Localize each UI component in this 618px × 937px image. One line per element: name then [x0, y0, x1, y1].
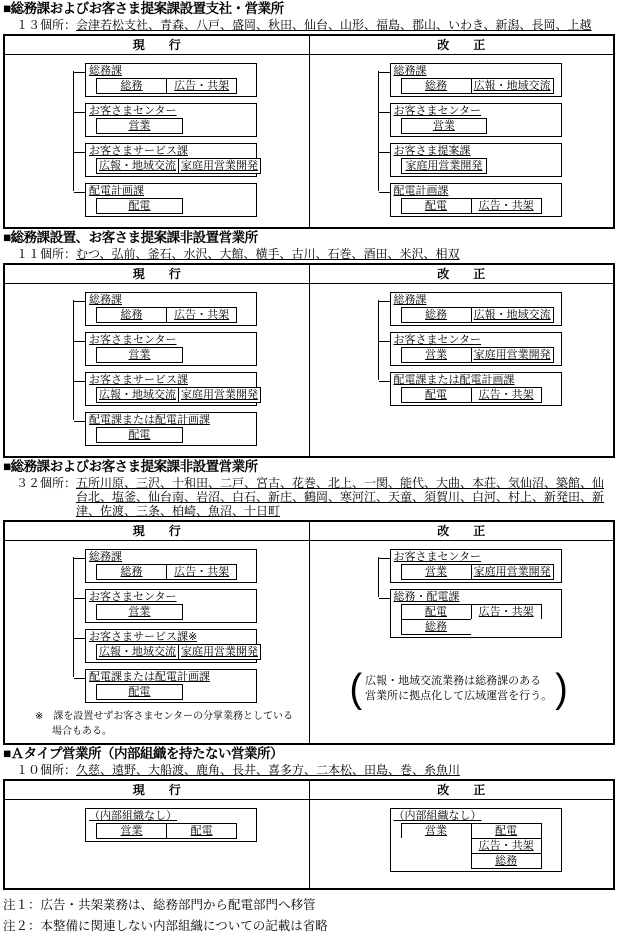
org-box-row	[96, 307, 254, 323]
org-box-row	[96, 198, 254, 214]
org-unit: 配電	[96, 684, 183, 700]
org-box-title-text: お客さまセンター	[393, 105, 482, 117]
org-box-title-text: 総務課	[393, 65, 427, 77]
org-unit: 広報・地域交流	[96, 644, 179, 660]
org-box	[85, 292, 257, 326]
org-box	[390, 103, 562, 137]
org-unit: 営業	[401, 118, 488, 134]
section-heading: ■総務課およびお客さま提案課非設置営業所	[3, 459, 258, 474]
org-box-title-text: お客さまサービス課※	[89, 631, 198, 643]
org-unit: 配電	[401, 387, 472, 403]
org-unit: 広告・共架	[166, 307, 237, 323]
note-line: 広報・地域交流業務は総務課のある	[365, 675, 542, 688]
org-box-row	[96, 78, 254, 94]
right-paren: )	[555, 666, 568, 712]
chart-current	[5, 284, 309, 456]
org-unit: 総務	[401, 78, 472, 94]
org-box-title-text: お客さまセンター	[393, 551, 482, 563]
chart-footnote	[35, 709, 305, 739]
org-box-title	[86, 373, 256, 387]
org-box-row	[401, 604, 559, 620]
location-count: １０個所：	[16, 763, 77, 777]
org-box	[390, 63, 562, 97]
org-box	[85, 549, 257, 583]
footnote-line: 場合もある。	[52, 726, 112, 737]
table-header	[5, 781, 613, 800]
table-body	[5, 284, 613, 456]
org-box-title-text: お客さまセンター	[89, 334, 177, 346]
org-box-title-text: 総務・配電課	[393, 591, 460, 603]
org-chart	[85, 63, 305, 217]
org-box-title	[86, 550, 256, 564]
org-table	[3, 263, 615, 458]
org-box-title-text: お客さまサービス課	[89, 145, 188, 157]
org-box-title	[391, 144, 561, 158]
org-chart	[85, 808, 305, 842]
chart-revised	[309, 800, 614, 888]
org-unit: 総務	[401, 307, 472, 323]
org-unit: 広告・共架	[166, 564, 237, 580]
org-box-title	[391, 64, 561, 78]
org-box	[390, 372, 562, 406]
table-header	[5, 522, 613, 541]
org-box-row	[96, 644, 258, 660]
section-heading: ■Ａタイプ営業所（内部組織を持たない営業所）	[3, 746, 283, 761]
org-unit: 総務	[471, 853, 542, 869]
location-count: １３個所：	[16, 18, 77, 32]
org-box	[390, 183, 562, 217]
org-box-row	[401, 78, 559, 94]
org-box-title-text: お客さまセンター	[89, 105, 177, 117]
location-list	[3, 247, 615, 261]
footnotes	[3, 895, 615, 937]
chart-current	[5, 800, 309, 888]
org-unit: 配電	[401, 198, 472, 214]
tree-rail	[73, 71, 74, 191]
table-header	[5, 265, 613, 284]
org-box-title	[86, 293, 256, 307]
org-box-row	[96, 158, 258, 174]
org-box-title-text: 配電課または配電計画課	[393, 374, 515, 386]
location-count: ３２個所：	[16, 476, 77, 490]
org-box-title-text: （内部組織なし）	[393, 810, 482, 822]
org-chart	[85, 292, 305, 446]
org-box-title-text: お客さまサービス課	[89, 374, 188, 386]
org-box	[85, 103, 257, 137]
org-unit: 広告・共架	[471, 198, 542, 214]
org-unit: 総務	[401, 619, 472, 635]
org-unit: 営業	[401, 347, 472, 363]
org-box-row	[96, 347, 254, 363]
org-box-row	[401, 838, 559, 854]
org-box	[85, 589, 257, 623]
org-box-title-text: 総務課	[89, 65, 122, 77]
org-box	[85, 412, 257, 446]
org-box-title	[391, 809, 561, 823]
org-box	[85, 629, 257, 663]
org-unit: 広告・共架	[471, 387, 542, 403]
org-unit: 家庭用営業開発	[401, 158, 488, 174]
org-unit: 広報・地域交流	[96, 387, 179, 403]
org-box-title-text: 総務課	[393, 294, 427, 306]
footnote-line: ※ 課を設置せずお客さまセンターの分掌業務としている	[35, 711, 293, 722]
org-unit: 総務	[96, 564, 167, 580]
org-box-row	[401, 347, 559, 363]
org-box-row	[401, 853, 559, 869]
tree-rail	[378, 557, 379, 597]
org-unit: 配電	[96, 198, 183, 214]
org-box	[390, 808, 562, 872]
section-heading: ■総務課およびお客さま提案課設置支社・営業所	[3, 1, 284, 16]
org-box-title	[391, 293, 561, 307]
org-box	[390, 332, 562, 366]
org-box-title-text: お客さまセンター	[89, 591, 177, 603]
org-box-row	[96, 427, 254, 443]
org-unit: 営業	[401, 823, 472, 839]
org-box-row	[401, 118, 559, 134]
org-box-title	[391, 590, 561, 604]
org-unit: 家庭用営業開発	[471, 347, 554, 363]
table-header	[5, 36, 613, 55]
org-box-row	[96, 684, 254, 700]
org-unit: 配電	[166, 823, 237, 839]
org-box-row	[401, 619, 559, 635]
org-box	[85, 808, 257, 842]
section-soumu-teian-setchi	[3, 1, 615, 229]
org-box-row	[401, 387, 559, 403]
org-box-title	[86, 104, 256, 118]
org-unit: 広報・地域交流	[471, 78, 554, 94]
org-box-title-text: 配電課または配電計画課	[89, 414, 210, 426]
org-unit: 家庭用営業開発	[471, 564, 554, 580]
org-box-title	[391, 184, 561, 198]
note-line: 営業所に拠点化して広域運営を行う。	[365, 690, 553, 703]
location-names: 五所川原、三沢、十和田、二戸、宮古、花巻、北上、一関、能代、大曲、本荘、気仙沼、築館、仙台北、塩釜、仙台南、岩沼、白石、新庄、鶴岡、寒河江、天童、須賀川、白河、村上、新発田、新津、佐渡、三条、柏崎、魚沼、十日町	[76, 476, 605, 518]
org-box	[390, 549, 562, 583]
org-box-title	[391, 550, 561, 564]
org-table	[3, 520, 615, 745]
org-box-row	[401, 198, 559, 214]
org-unit: 総務	[96, 307, 167, 323]
org-unit: 家庭用営業開発	[178, 158, 261, 174]
org-box	[85, 372, 257, 406]
org-box	[390, 143, 562, 177]
location-names: 会津若松支社、青森、八戸、盛岡、秋田、仙台、山形、福島、郡山、いわき、新潟、長岡、上越	[76, 18, 592, 32]
section-soumu-setchi-teian-hisetchi	[3, 230, 615, 458]
col-header-current: 現 行	[132, 524, 181, 538]
org-box-title	[86, 333, 256, 347]
location-list	[3, 476, 615, 518]
org-unit: 総務	[96, 78, 167, 94]
org-box	[85, 183, 257, 217]
org-box-row	[96, 564, 254, 580]
org-unit: 営業	[96, 118, 183, 134]
org-box-title	[86, 184, 256, 198]
footnote-1: 注１：広告・共架業務は、総務部門から配電部門へ移管	[3, 898, 316, 912]
tree-rail	[73, 300, 74, 420]
org-chart	[85, 549, 305, 703]
org-unit-spacer	[401, 838, 472, 854]
table-body	[5, 541, 613, 743]
org-box-title-text: 配電計画課	[393, 185, 449, 197]
revision-note-text	[362, 674, 555, 704]
org-box-row	[96, 604, 254, 620]
col-header-current: 現 行	[132, 38, 181, 52]
org-unit-spacer	[401, 853, 472, 869]
org-box-title	[391, 104, 561, 118]
org-box-title	[391, 373, 561, 387]
org-box	[85, 669, 257, 703]
section-soumu-teian-hisetchi	[3, 459, 615, 745]
col-header-revised: 改 正	[309, 781, 614, 799]
org-box-row	[401, 823, 559, 839]
footnote-2: 注２：本整備に関連しない内部組織についての記載は省略	[3, 919, 328, 933]
chart-revised	[309, 541, 614, 743]
chart-current	[5, 55, 309, 227]
tree-rail	[73, 557, 74, 677]
col-header-current: 現 行	[132, 783, 181, 797]
col-header-revised: 改 正	[309, 265, 614, 283]
org-box-title	[86, 590, 256, 604]
org-box-title-text: お客さまセンター	[393, 334, 482, 346]
tree-rail	[378, 71, 379, 191]
org-box-title-text: 総務課	[89, 294, 122, 306]
left-paren: (	[349, 666, 363, 712]
org-unit: 広告・共架	[166, 78, 237, 94]
org-box-title	[86, 413, 256, 427]
org-unit: 広報・地域交流	[471, 307, 554, 323]
chart-current	[5, 541, 309, 743]
table-body	[5, 800, 613, 888]
org-box-title-text: 総務課	[89, 551, 122, 563]
location-names: むつ、弘前、釜石、水沢、大館、横手、古川、石巻、酒田、米沢、相双	[76, 247, 460, 261]
org-table	[3, 779, 615, 890]
org-chart	[390, 808, 610, 872]
location-names: 久慈、遠野、大船渡、鹿角、長井、喜多方、二本松、田島、巻、糸魚川	[76, 763, 461, 777]
org-unit: 家庭用営業開発	[178, 387, 261, 403]
org-unit: 営業	[401, 564, 472, 580]
chart-revised	[309, 55, 614, 227]
org-unit: 広告・共架	[471, 604, 542, 620]
chart-revised	[309, 284, 614, 456]
org-box	[85, 143, 257, 177]
org-unit: 配電	[471, 823, 542, 839]
org-chart	[390, 549, 610, 638]
org-box	[390, 292, 562, 326]
org-unit: 広報・地域交流	[96, 158, 179, 174]
org-box-title	[391, 333, 561, 347]
org-box	[85, 332, 257, 366]
org-box-title-text: お客さま提案課	[393, 145, 471, 157]
org-unit: 広告・共架	[471, 838, 542, 854]
section-heading: ■総務課設置、お客さま提案課非設置営業所	[3, 230, 258, 245]
org-box-row	[96, 118, 254, 134]
location-list	[3, 763, 615, 777]
org-unit: 営業	[96, 823, 167, 839]
org-box-title-text: 配電課または配電計画課	[89, 671, 210, 683]
col-header-current: 現 行	[132, 267, 181, 281]
col-header-revised: 改 正	[309, 36, 614, 54]
col-header-revised: 改 正	[309, 522, 614, 540]
org-box-title	[86, 670, 256, 684]
org-box-title	[86, 630, 256, 644]
org-box	[390, 589, 562, 638]
location-count: １１個所：	[16, 247, 77, 261]
org-box-title-text: （内部組織なし）	[89, 810, 177, 822]
org-box-row	[401, 564, 559, 580]
table-body	[5, 55, 613, 227]
section-a-type	[3, 746, 615, 890]
org-unit: 営業	[96, 347, 183, 363]
location-list	[3, 18, 615, 32]
org-unit: 配電	[401, 604, 472, 620]
org-box-row	[96, 387, 258, 403]
org-unit: 配電	[96, 427, 183, 443]
org-box-row	[96, 823, 254, 839]
org-box-row	[401, 158, 559, 174]
org-chart	[390, 63, 610, 217]
org-box-title	[86, 144, 256, 158]
org-box-row	[401, 307, 559, 323]
org-unit-spacer	[471, 619, 542, 635]
org-box	[85, 63, 257, 97]
org-box-title-text: 配電計画課	[89, 185, 144, 197]
tree-rail	[378, 300, 379, 380]
org-unit: 営業	[96, 604, 183, 620]
org-unit: 家庭用営業開発	[178, 644, 261, 660]
org-box-title	[86, 809, 256, 823]
revision-note	[349, 666, 610, 712]
org-chart	[390, 292, 610, 406]
org-box-title	[86, 64, 256, 78]
org-table	[3, 34, 615, 229]
